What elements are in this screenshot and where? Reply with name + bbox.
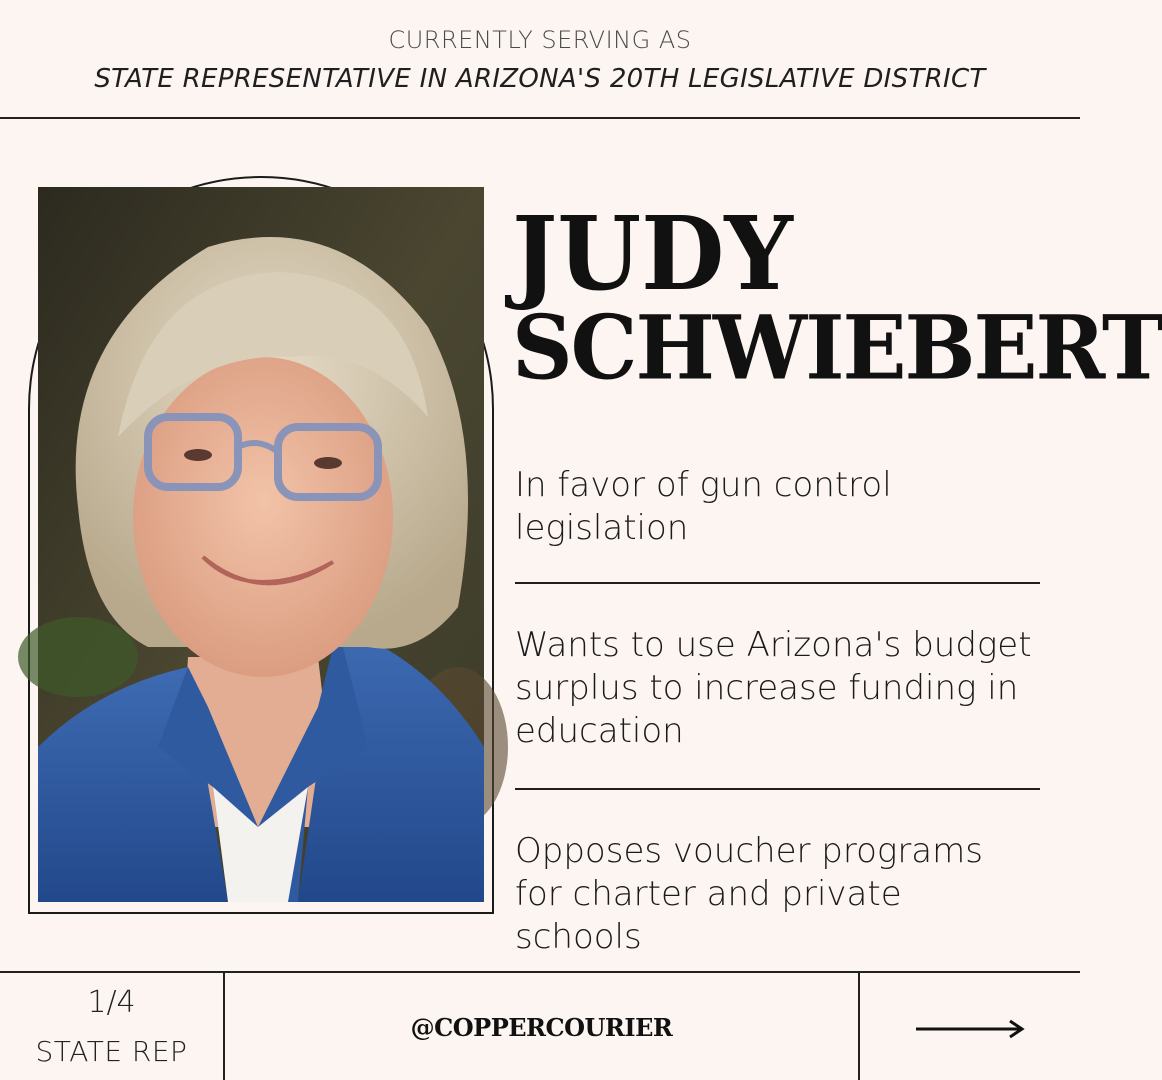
position-item: Opposes voucher programs for charter and private schools [515, 831, 983, 957]
candidate-first-name: JUDY [512, 194, 793, 314]
footer-page-info [0, 973, 225, 1080]
page-count: 1/4 [87, 985, 136, 1020]
position-divider [515, 788, 1040, 790]
candidate-portrait-icon [38, 187, 484, 902]
candidate-last-name: SCHWIEBERT [512, 295, 1162, 400]
header [0, 0, 1080, 119]
position-item: Wants to use Arizona's budget surplus to increase funding in education [515, 625, 1032, 751]
positions-list [515, 464, 1040, 959]
arrow-right-icon[interactable] [916, 1019, 1026, 1039]
header-kicker: CURRENTLY SERVING AS [388, 26, 692, 54]
candidate-photo [38, 187, 484, 902]
footer [0, 971, 1080, 1080]
next-button[interactable] [858, 973, 1082, 1080]
position-item: In favor of gun control legislation [515, 465, 892, 548]
position-divider [515, 582, 1040, 584]
candidate-name [512, 194, 1162, 400]
social-handle: @COPPERCOURIER [410, 1013, 673, 1042]
section-label: STATE REP [35, 1035, 188, 1068]
header-role: STATE REPRESENTATIVE IN ARIZONA'S 20TH LEGISLATIVE DISTRICT [94, 64, 986, 94]
